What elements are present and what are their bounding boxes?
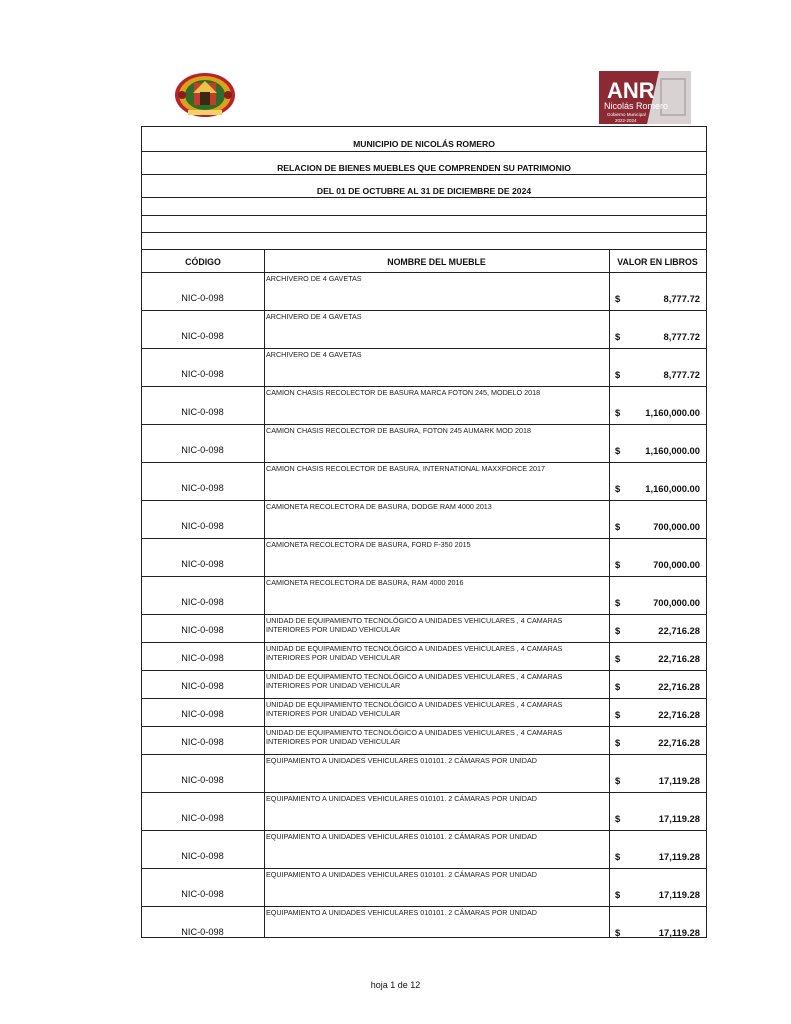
item-code: NIC-0-098 [181, 625, 224, 635]
currency-symbol: $ [615, 709, 621, 720]
item-description: UNIDAD DE EQUIPAMIENTO TECNOLÓGICO A UNIDADES VEHICULARES , 4 CAMARAS INTERIORES POR UNIDAD VEHICULAR [266, 672, 563, 690]
currency-symbol: $ [615, 927, 621, 938]
anr-nicolas-romero-logo [599, 71, 691, 124]
item-code: NIC-0-098 [181, 927, 224, 937]
municipal-coat-of-arms-logo [174, 72, 236, 118]
item-value: 17,119.28 [658, 813, 700, 824]
table-row [142, 643, 706, 671]
table-row [142, 727, 706, 755]
currency-symbol: $ [615, 559, 621, 570]
item-code: NIC-0-098 [181, 889, 224, 899]
header-relacion-row [142, 151, 706, 175]
currency-symbol: $ [615, 407, 621, 418]
item-value: 17,119.28 [658, 889, 700, 900]
item-code: NIC-0-098 [181, 709, 224, 719]
page-footer: hoja 1 de 12 [370, 980, 421, 990]
logo-subtitle: Gobierno Municipal [607, 112, 646, 117]
currency-symbol: $ [615, 851, 621, 862]
item-description: UNIDAD DE EQUIPAMIENTO TECNOLÓGICO A UNIDADES VEHICULARES , 4 CAMARAS INTERIORES POR UNIDAD VEHICULAR [266, 644, 563, 662]
logo-initials: ANR [607, 78, 655, 103]
item-value: 22,716.28 [658, 681, 700, 692]
item-code: NIC-0-098 [181, 851, 224, 861]
logo-name: Nicolás Romero [604, 101, 669, 111]
item-value: 8,777.72 [663, 331, 700, 342]
table-row [142, 831, 706, 869]
table-row [142, 671, 706, 699]
item-description: ARCHIVERO DE 4 GAVETAS [266, 312, 362, 321]
item-description: EQUIPAMIENTO A UNIDADES VEHICULARES 010101. 2 CÁMARAS POR UNIDAD [266, 870, 537, 879]
item-code: NIC-0-098 [181, 681, 224, 691]
item-description: CAMIONETA RECOLECTORA DE BASURA, RAM 4000 2016 [266, 578, 464, 587]
item-value: 22,716.28 [658, 737, 700, 748]
table-row [142, 349, 706, 387]
item-description: CAMIONETA RECOLECTORA DE BASURA, FORD F-350 2015 [266, 540, 471, 549]
table-row [142, 425, 706, 463]
item-description: EQUIPAMIENTO A UNIDADES VEHICULARES 010101. 2 CÁMARAS POR UNIDAD [266, 794, 537, 803]
item-value: 8,777.72 [663, 293, 700, 304]
item-description: EQUIPAMIENTO A UNIDADES VEHICULARES 010101. 2 CÁMARAS POR UNIDAD [266, 908, 537, 917]
item-description: ARCHIVERO DE 4 GAVETAS [266, 350, 362, 359]
table-row [142, 793, 706, 831]
blank-row [142, 197, 706, 216]
blank-row [142, 215, 706, 233]
currency-symbol: $ [615, 369, 621, 380]
item-value: 1,160,000.00 [645, 483, 700, 494]
table-row [142, 501, 706, 539]
table-row [142, 755, 706, 793]
item-value: 17,119.28 [658, 775, 700, 786]
item-code: NIC-0-098 [181, 737, 224, 747]
currency-symbol: $ [615, 331, 621, 342]
currency-symbol: $ [615, 625, 621, 636]
table-row [142, 615, 706, 643]
item-code: NIC-0-098 [181, 293, 224, 303]
item-description: CAMION CHASIS RECOLECTOR DE BASURA, FOTON 245 AUMARK MOD 2018 [266, 426, 531, 435]
item-value: 8,777.72 [663, 369, 700, 380]
currency-symbol: $ [615, 775, 621, 786]
item-value: 700,000.00 [653, 597, 700, 608]
table-row [142, 273, 706, 311]
item-code: NIC-0-098 [181, 445, 224, 455]
item-value: 17,119.28 [658, 927, 700, 938]
item-code: NIC-0-098 [181, 407, 224, 417]
table-row [142, 463, 706, 501]
column-header-valor: VALOR EN LIBROS [609, 249, 706, 273]
currency-symbol: $ [615, 681, 621, 692]
item-description: ARCHIVERO DE 4 GAVETAS [266, 274, 362, 283]
item-value: 1,160,000.00 [645, 445, 700, 456]
table-row [142, 539, 706, 577]
item-code: NIC-0-098 [181, 597, 224, 607]
item-description: EQUIPAMIENTO A UNIDADES VEHICULARES 010101. 2 CÁMARAS POR UNIDAD [266, 756, 537, 765]
item-code: NIC-0-098 [181, 775, 224, 785]
currency-symbol: $ [615, 445, 621, 456]
currency-symbol: $ [615, 653, 621, 664]
item-value: 22,716.28 [658, 625, 700, 636]
item-description: CAMION CHASIS RECOLECTOR DE BASURA, INTERNATIONAL MAXXFORCE 2017 [266, 464, 546, 473]
currency-symbol: $ [615, 889, 621, 900]
item-description: UNIDAD DE EQUIPAMIENTO TECNOLÓGICO A UNIDADES VEHICULARES , 4 CAMARAS INTERIORES POR UNIDAD VEHICULAR [266, 728, 563, 746]
item-value: 22,716.28 [658, 653, 700, 664]
currency-symbol: $ [615, 483, 621, 494]
item-code: NIC-0-098 [181, 521, 224, 531]
item-value: 1,160,000.00 [645, 407, 700, 418]
periodo-title: DEL 01 DE OCTUBRE AL 31 DE DICIEMBRE DE 2024 [316, 186, 532, 196]
item-value: 700,000.00 [653, 559, 700, 570]
column-header-codigo: CÓDIGO [142, 249, 264, 273]
item-value: 22,716.28 [658, 709, 700, 720]
header-municipio-row [142, 127, 706, 152]
table-row [142, 311, 706, 349]
logo-years: 2022-2024 [615, 118, 637, 123]
blank-row [142, 232, 706, 250]
inventory-table [141, 126, 707, 938]
municipio-title: MUNICIPIO DE NICOLÁS ROMERO [353, 139, 495, 149]
item-description: EQUIPAMIENTO A UNIDADES VEHICULARES 010101. 2 CÁMARAS POR UNIDAD [266, 832, 537, 841]
item-description: CAMION CHASIS RECOLECTOR DE BASURA MARCA FOTON 245, MODELO 2018 [266, 388, 541, 397]
currency-symbol: $ [615, 597, 621, 608]
item-code: NIC-0-098 [181, 813, 224, 823]
currency-symbol: $ [615, 293, 621, 304]
item-value: 17,119.28 [658, 851, 700, 862]
item-description: UNIDAD DE EQUIPAMIENTO TECNOLÓGICO A UNIDADES VEHICULARES , 4 CAMARAS INTERIORES POR UNIDAD VEHICULAR [266, 616, 563, 634]
header-periodo-row [142, 174, 706, 198]
table-row [142, 699, 706, 727]
currency-symbol: $ [615, 521, 621, 532]
item-code: NIC-0-098 [181, 559, 224, 569]
item-code: NIC-0-098 [181, 483, 224, 493]
item-description: CAMIONETA RECOLECTORA DE BASURA, DODGE RAM 4000 2013 [266, 502, 492, 511]
table-row [142, 387, 706, 425]
table-row [142, 869, 706, 907]
item-code: NIC-0-098 [181, 331, 224, 341]
item-value: 700,000.00 [653, 521, 700, 532]
relacion-title: RELACION DE BIENES MUEBLES QUE COMPRENDEN SU PATRIMONIO [277, 163, 571, 173]
table-row [142, 907, 706, 944]
item-description: UNIDAD DE EQUIPAMIENTO TECNOLÓGICO A UNIDADES VEHICULARES , 4 CAMARAS INTERIORES POR UNIDAD VEHICULAR [266, 700, 563, 718]
currency-symbol: $ [615, 737, 621, 748]
currency-symbol: $ [615, 813, 621, 824]
item-code: NIC-0-098 [181, 653, 224, 663]
item-code: NIC-0-098 [181, 369, 224, 379]
table-row [142, 577, 706, 615]
column-header-nombre: NOMBRE DEL MUEBLE [264, 249, 609, 273]
